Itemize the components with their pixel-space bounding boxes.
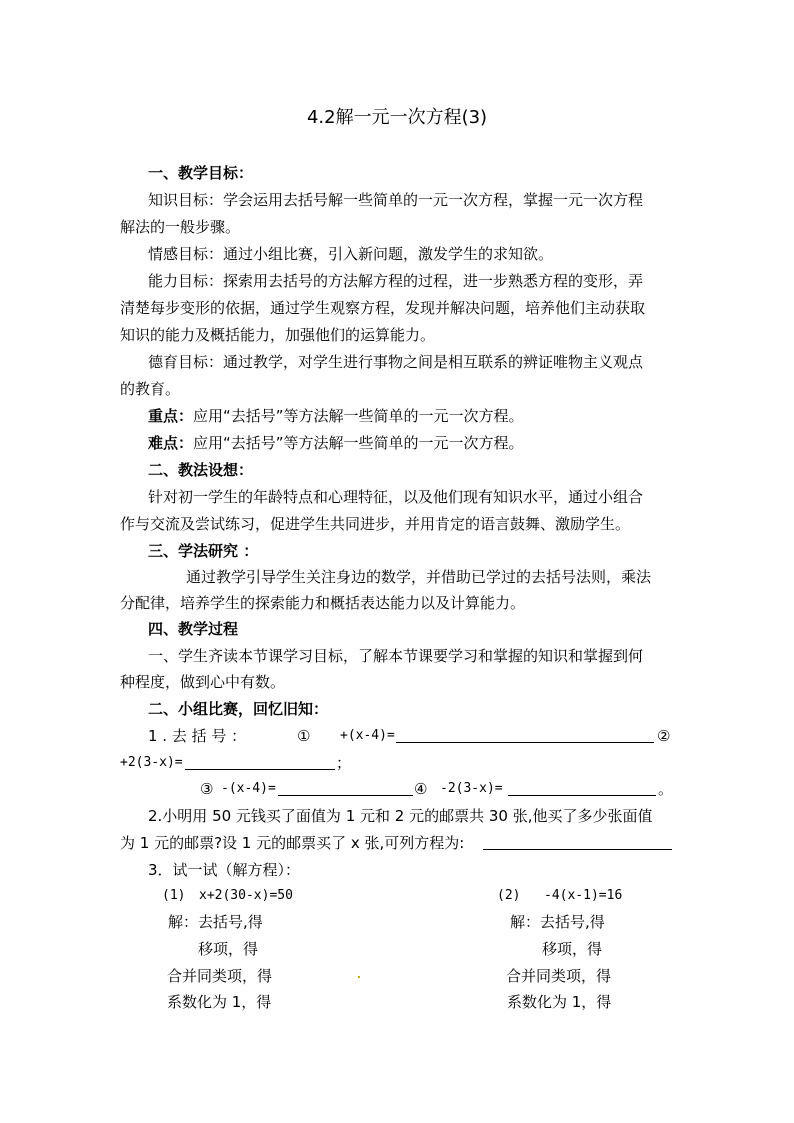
process-step1-line-2: 种程度，做到心中有数。	[120, 673, 286, 691]
moral-goal-line-1	[148, 352, 643, 372]
section-goals-heading: 一、教学目标：	[148, 164, 254, 182]
problem-1-step-coefficient: 系数化为 1，得	[167, 993, 272, 1011]
page-title: 4.2解一元一次方程(3)	[306, 107, 488, 128]
problem-2-step-combine: 合并同类项，得	[506, 967, 612, 985]
q1-label: 1 . 去 括 号 ：	[148, 727, 247, 745]
problem-2-equation: -4(x-1)=16	[544, 888, 623, 903]
q1-expression-1: +(x-4)=	[340, 728, 395, 743]
q2-line-2: 为 1 元的邮票?设 1 元的邮票买了 x 张,可列方程为:	[120, 834, 465, 852]
q1-answer-blank-2[interactable]	[185, 755, 335, 770]
problem-2-step-move: 移项，得	[542, 940, 603, 958]
q1-circle-3: ③	[200, 780, 214, 798]
study-line-1: 通过教学引导学生关注身边的数学，并借助已学过的去括号法则，乘法	[186, 568, 652, 586]
method-line-1: 针对初一学生的年龄特点和心理特征，以及他们现有知识水平，通过小组合	[148, 488, 644, 506]
moral-goal-text: 通过教学，对学生进行事物之间是相互联系的辨证唯物主义观点	[223, 353, 644, 371]
moral-goal-label: 德育目标：	[148, 353, 224, 371]
q3-heading: 3．试一试（解方程）：	[148, 861, 301, 879]
ability-goal-line-1	[148, 271, 643, 291]
problem-1-equation: x+2(30-x)=50	[199, 888, 293, 903]
q1-semicolon: ；	[336, 754, 352, 772]
ability-goal-text: 探索用去括号的方法解方程的过程，进一步熟悉方程的变形，弄	[223, 272, 644, 290]
problem-1-number: (1)	[162, 888, 186, 903]
problem-2-step-expand: 解：去括号,得	[510, 913, 605, 931]
difficulty-line	[148, 433, 524, 453]
key-point-line	[148, 406, 524, 426]
problem-1-step-combine: 合并同类项，得	[167, 967, 273, 985]
ability-goal-line-3: 知识的能力及概括能力，加强他们的运算能力。	[120, 326, 436, 344]
difficulty-label: 难点：	[148, 434, 194, 452]
q1-expression-3: -(x-4)=	[221, 781, 276, 796]
process-step1-line-1: 一、学生齐读本节课学习目标，了解本节课要学习和掌握的知识和掌握到何	[148, 647, 644, 665]
ability-goal-label: 能力目标：	[148, 272, 224, 290]
problem-2-number: (2)	[497, 888, 521, 903]
problem-2-step-coefficient: 系数化为 1，得	[507, 993, 612, 1011]
section-process-heading: 四、教学过程	[148, 620, 239, 638]
key-point-text: 应用“去括号”等方法解一些简单的一元一次方程。	[193, 407, 524, 425]
key-point-label: 重点：	[148, 407, 194, 425]
method-line-2: 作与交流及尝试练习，促进学生共同进步，并用肯定的语言鼓舞、激励学生。	[120, 515, 631, 533]
section-method-heading: 二、教法设想：	[148, 461, 254, 479]
emotion-goal-label: 情感目标：	[148, 245, 224, 263]
q1-expression-4: -2(3-x)=	[440, 781, 503, 796]
stray-dot	[358, 976, 360, 978]
section-study-heading: 三、学法研究 ：	[148, 542, 259, 560]
q1-expression-2: +2(3-x)=	[120, 755, 183, 770]
moral-goal-line-2: 的教育。	[120, 380, 181, 398]
problem-1-step-expand: 解：去括号,得	[168, 913, 263, 931]
q1-answer-blank-4[interactable]	[508, 781, 656, 796]
q2-line-1: 2.小明用 50 元钱买了面值为 1 元和 2 元的邮票共 30 张,他买了多少张面值	[148, 807, 653, 825]
q1-circle-1: ①	[297, 727, 311, 745]
study-line-2: 分配律，培养学生的探索能力和概括表达能力以及计算能力。	[120, 594, 526, 612]
emotion-goal-text: 通过小组比赛，引入新问题，激发学生的求知欲。	[223, 245, 554, 263]
knowledge-goal-label: 知识目标：	[148, 191, 224, 209]
knowledge-goal-line-1	[148, 190, 643, 210]
q1-circle-4: ④	[414, 780, 428, 798]
emotion-goal-line	[148, 244, 553, 264]
knowledge-goal-text: 学会运用去括号解一些简单的一元一次方程，掌握一元一次方程	[223, 191, 644, 209]
difficulty-text: 应用“去括号”等方法解一些简单的一元一次方程。	[193, 434, 524, 452]
q1-answer-blank-3[interactable]	[278, 781, 413, 796]
q1-circle-2: ②	[657, 727, 671, 745]
problem-1-step-move: 移项，得	[198, 940, 259, 958]
knowledge-goal-line-2: 解法的一般步骤。	[120, 218, 241, 236]
q1-end-mark: 。	[658, 780, 674, 798]
q1-answer-blank-1[interactable]	[396, 728, 654, 743]
process-step2-heading: 二、小组比赛，回忆旧知：	[148, 700, 329, 718]
q2-answer-blank[interactable]	[483, 835, 672, 850]
ability-goal-line-2: 清楚每步变形的依据，通过学生观察方程，发现并解决问题，培养他们主动获取	[120, 299, 646, 317]
